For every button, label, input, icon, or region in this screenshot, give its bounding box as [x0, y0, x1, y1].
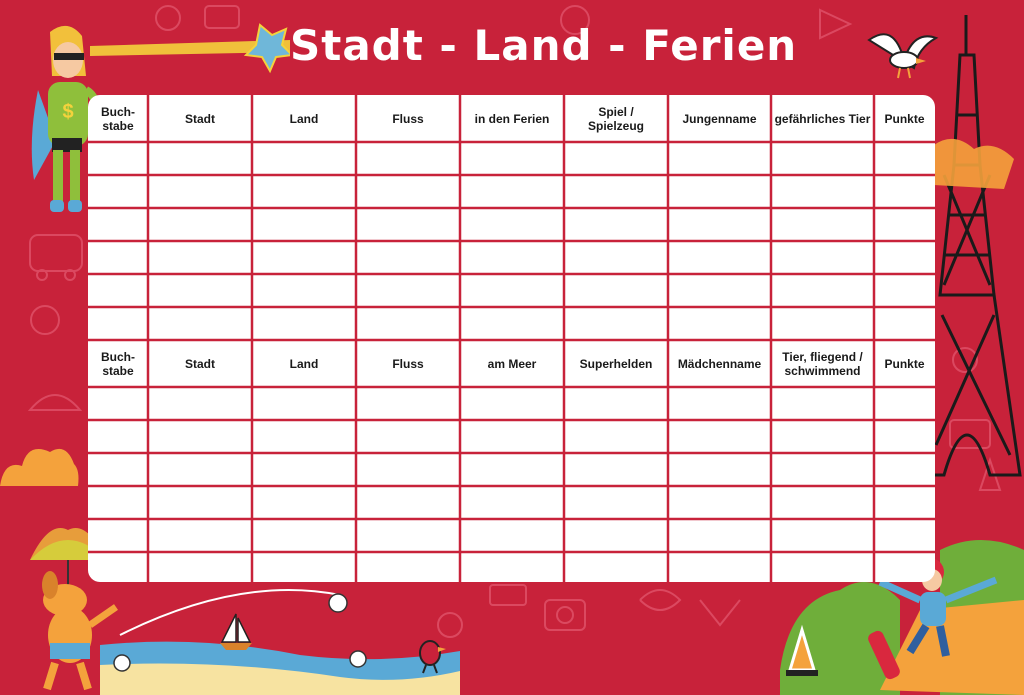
table2-header-cell: Mädchenname	[677, 356, 762, 371]
table2-header-cell: Land	[289, 356, 319, 371]
table2-header-cell: Fluss	[392, 356, 424, 371]
table1-header-cell: in den Ferien	[474, 111, 550, 126]
table2-header-cell: Punkte	[884, 356, 925, 371]
table2-header-cell: Superhelden	[579, 356, 653, 371]
table1-header-cell: Land	[289, 111, 319, 126]
table1-header-cell: Punkte	[884, 111, 925, 126]
table1-header-cell: Spiel / Spielzeug	[587, 104, 644, 133]
table1-header-cell: Jungenname	[682, 111, 757, 126]
table2-header-cell: Buch- stabe	[101, 349, 135, 378]
table1-header-cell: Stadt	[185, 111, 215, 126]
beach-illustration	[100, 585, 460, 695]
svg-text:$: $	[62, 101, 74, 123]
bird-illustration	[412, 635, 448, 675]
cloud-illustration	[0, 440, 80, 490]
page-title: Stadt - Land - Ferien	[290, 21, 798, 70]
table2-header-cell: am Meer	[487, 356, 537, 371]
eiffel-tower-illustration	[930, 15, 1024, 480]
table2-header-cell: Tier, fliegend / schwimmend	[782, 349, 863, 378]
sailboat-illustration	[218, 612, 254, 652]
table-grid-lines	[88, 95, 935, 582]
table2-header-cell: Stadt	[185, 356, 215, 371]
table1-header-cell: Buch- stabe	[101, 104, 135, 133]
table1-header-cell: gefährliches Tier	[774, 111, 871, 126]
seagull-illustration	[864, 20, 939, 80]
game-sheet	[88, 95, 935, 582]
table1-header-cell: Fluss	[392, 111, 424, 126]
